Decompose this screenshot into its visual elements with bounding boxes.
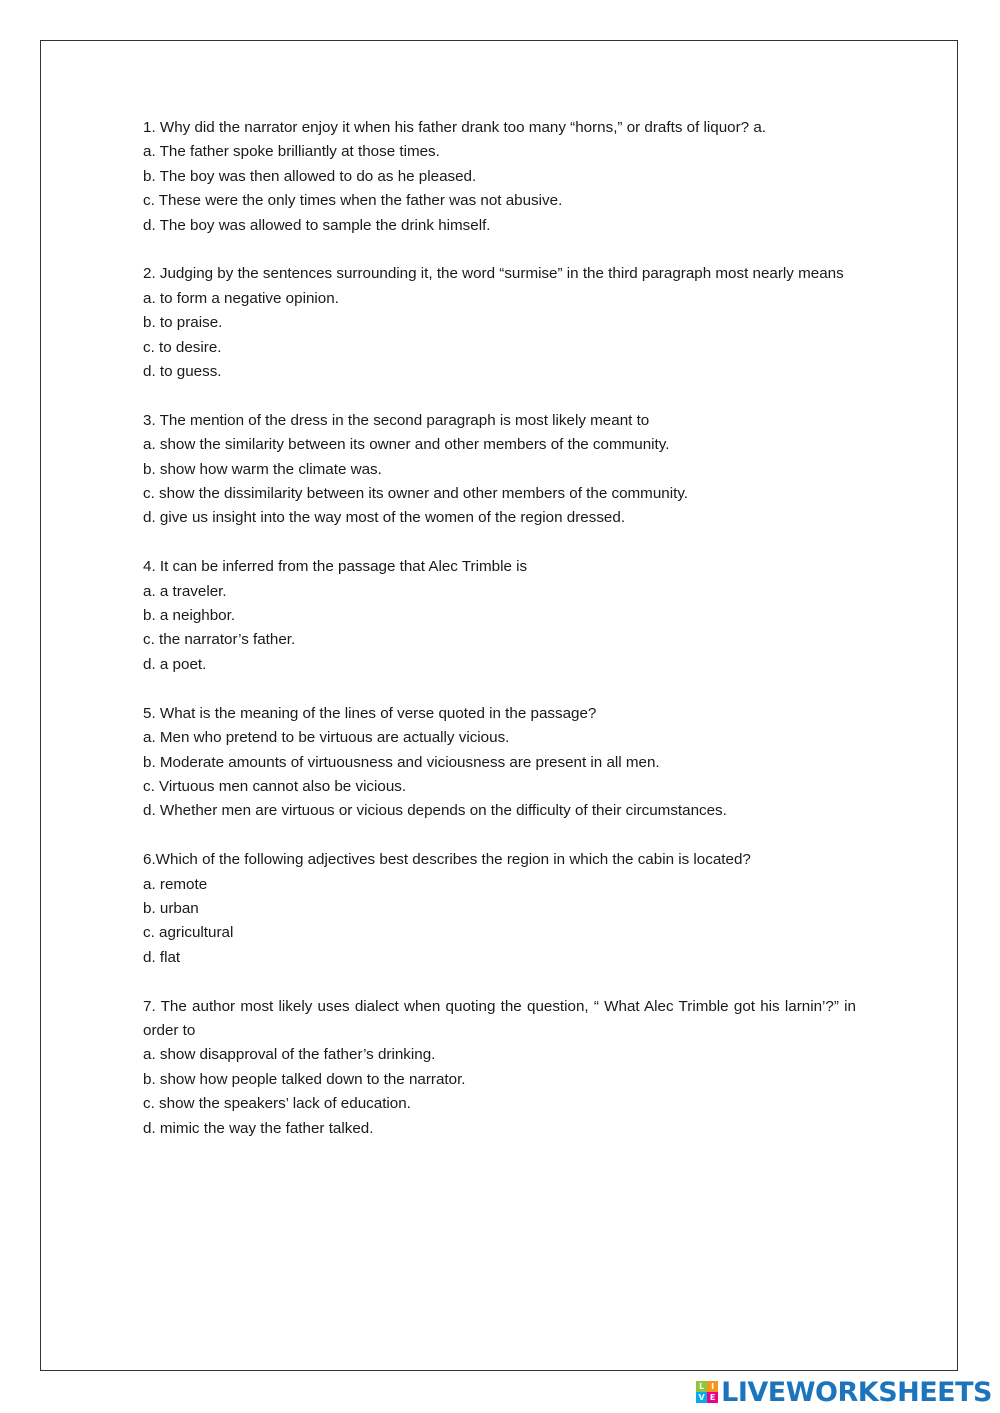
answer-option-a: a. Men who pretend to be virtuous are actually vicious. [143, 729, 510, 747]
answer-option-c: c. to desire. [143, 338, 222, 356]
logo-mark-letter: V [696, 1392, 707, 1403]
question-7 [143, 995, 856, 1141]
answer-option-c: c. the narrator’s father. [143, 631, 296, 649]
answer-option-b: b. urban [143, 899, 199, 917]
answer-option-a: a. The father spoke brilliantly at those times. [143, 143, 440, 161]
answer-option-d: d. Whether men are virtuous or vicious depends on the difficulty of their circumstances. [143, 802, 727, 820]
answer-option-c: c. Virtuous men cannot also be vicious. [143, 777, 407, 795]
logo-mark-letter: L [696, 1381, 707, 1392]
worksheet-content [143, 116, 856, 1165]
question-text: 3. The mention of the dress in the second paragraph is most likely meant to [143, 411, 650, 429]
question-text: 4. It can be inferred from the passage that Alec Trimble is [143, 558, 528, 576]
answer-option-b: b. show how warm the climate was. [143, 460, 382, 478]
answer-option-b: b. to praise. [143, 314, 223, 332]
answer-option-d: d. give us insight into the way most of the women of the region dressed. [143, 509, 626, 527]
question-text: 2. Judging by the sentences surrounding it, the word “surmise” in the third paragraph most nearly means [143, 265, 844, 283]
answer-option-d: d. mimic the way the father talked. [143, 1119, 374, 1137]
answer-option-d: d. to guess. [143, 363, 222, 381]
answer-option-d: d. a poet. [143, 655, 207, 673]
answer-option-c: c. show the dissimilarity between its owner and other members of the community. [143, 485, 689, 503]
question-text: 6.Which of the following adjectives best describes the region in which the cabin is located? [143, 851, 751, 869]
logo-text: LIVEWORKSHEETS [721, 1376, 992, 1408]
answer-option-a: a. show disapproval of the father’s drinking. [143, 1046, 436, 1064]
answer-option-a: a. show the similarity between its owner and other members of the community. [143, 436, 670, 454]
logo-mark-icon [696, 1381, 718, 1403]
question-4 [143, 555, 856, 677]
answer-option-c: c. These were the only times when the father was not abusive. [143, 192, 563, 210]
answer-option-c: c. agricultural [143, 924, 234, 942]
answer-option-d: d. The boy was allowed to sample the drink himself. [143, 216, 491, 234]
answer-option-c: c. show the speakers’ lack of education. [143, 1095, 411, 1113]
question-text: 5. What is the meaning of the lines of verse quoted in the passage? [143, 704, 597, 722]
logo-mark-letter: E [707, 1392, 718, 1403]
question-1 [143, 116, 856, 238]
question-5 [143, 702, 856, 824]
question-6 [143, 848, 856, 970]
liveworksheets-logo [696, 1375, 992, 1409]
question-text: 7. The author most likely uses dialect when quoting the question, “ What Alec Trimble got his larnin’?” in order to [143, 997, 856, 1039]
answer-option-a: a. remote [143, 875, 208, 893]
answer-option-b: b. The boy was then allowed to do as he pleased. [143, 167, 477, 185]
answer-option-b: b. Moderate amounts of virtuousness and viciousness are present in all men. [143, 753, 660, 771]
question-text: 1. Why did the narrator enjoy it when his father drank too many “horns,” or drafts of liquor? a. [143, 119, 766, 136]
logo-mark-letter: I [707, 1381, 718, 1392]
answer-option-b: b. a neighbor. [143, 607, 236, 625]
answer-option-a: a. to form a negative opinion. [143, 289, 339, 307]
question-3 [143, 409, 856, 531]
answer-option-d: d. flat [143, 948, 181, 966]
answer-option-b: b. show how people talked down to the narrator. [143, 1070, 466, 1088]
question-2 [143, 262, 856, 384]
answer-option-a: a. a traveler. [143, 582, 227, 600]
